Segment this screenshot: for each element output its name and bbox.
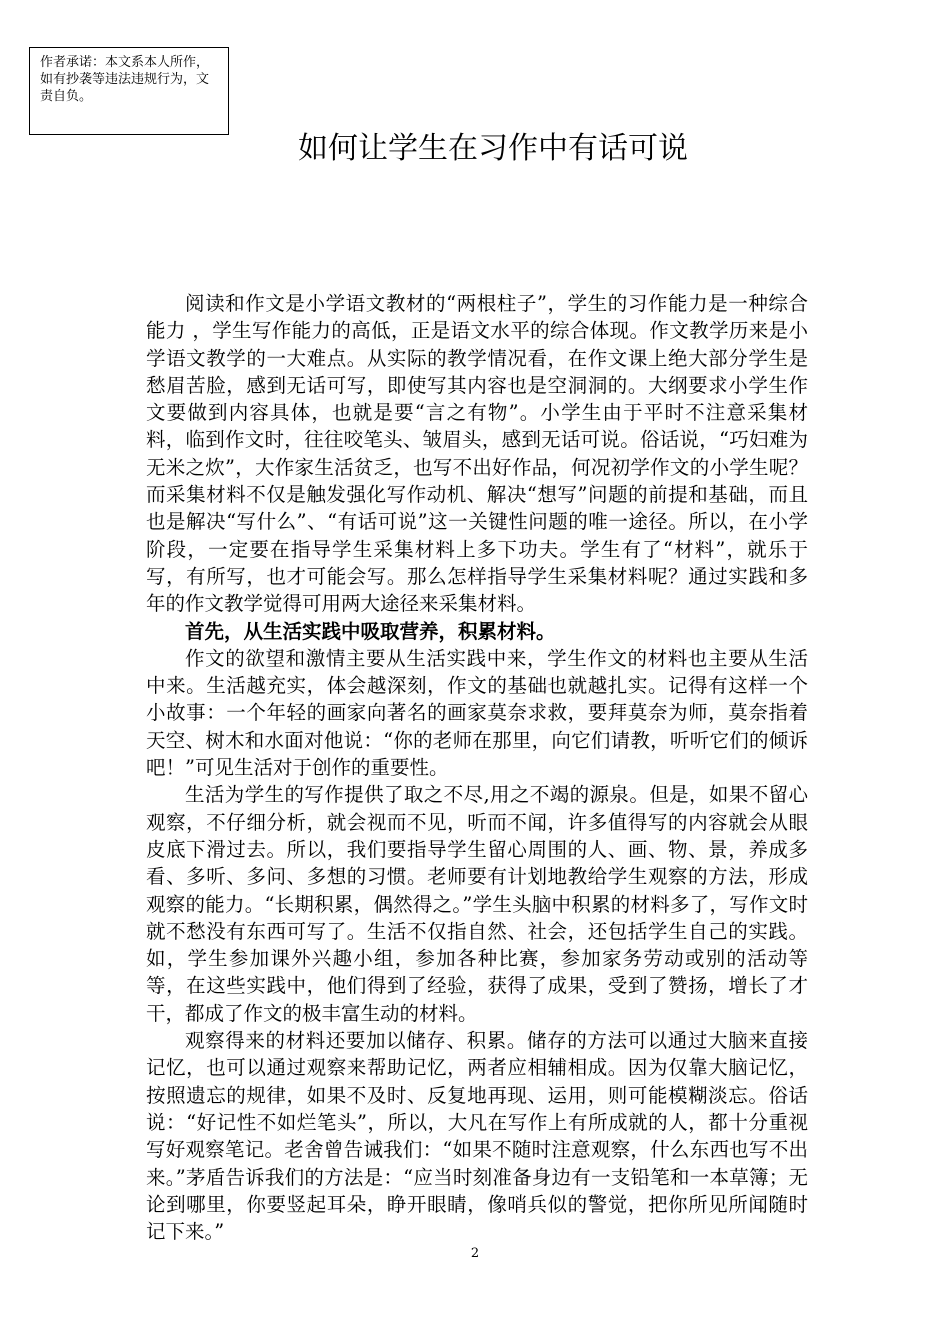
paragraph-observation: 生活为学生的写作提供了取之不尽,用之不竭的源泉。但是，如果不留心观察，不仔细分析，就会视而不见，听而不闻，许多值得写的内容就会从眼皮底下滑过去。所以，我们要指导学生留心周围的人、画、物、景，养成多看、多听、多问、多想的习惯。老师要有计划地教给学生观察的方法，形成观察的能力。“长期积累，偶然得之。”学生头脑中积累的材料多了，写作文时就不愁没有东西可写了。生活不仅指自然、社会，还包括学生自己的实践。如，学生参加课外兴趣小组，参加各种比赛，参加家务劳动或别的活动等等，在这些实践中，他们得到了经验，获得了成果，受到了赞扬，增长了才干，都成了作文的极丰富生动的材料。 bbox=[146, 783, 808, 1025]
paragraph-life-practice: 作文的欲望和激情主要从生活实践中来，学生作文的材料也主要从生活中来。生活越充实，体会越深刻，作文的基础也就越扎实。记得有这样一个小故事：一个年轻的画家向著名的画家莫奈求救，要拜莫奈为师，莫奈指着天空、树木和水面对他说：“你的老师在那里，向它们请教，听听它们的倾诉吧！”可见生活对于创作的重要性。 bbox=[146, 646, 808, 780]
page-number: 2 bbox=[470, 1246, 480, 1261]
paragraph-accumulation: 观察得来的材料还要加以储存、积累。储存的方法可以通过大脑来直接记忆，也可以通过观察来帮助记忆，两者应相辅相成。因为仅靠大脑记忆，按照遗忘的规律，如果不及时、反复地再现、运用，则可能模糊淡忘。俗话说：“好记性不如烂笔头”，所以，大凡在写作上有所成就的人，都十分重视写好观察笔记。老舍曾告诫我们：“如果不随时注意观察，什么东西也写不出来。”茅盾告诉我们的方法是：“应当时刻准备身边有一支铅笔和一本草簿；无论到哪里，你要竖起耳朵，睁开眼睛，像哨兵似的警觉，把你所见所闻随时记下来。” bbox=[146, 1029, 808, 1244]
section-heading: 首先，从生活实践中吸取营养，积累材料。 bbox=[185, 619, 556, 643]
author-pledge-box bbox=[29, 47, 229, 135]
page-title: 如何让学生在习作中有话可说 bbox=[298, 131, 688, 166]
author-pledge-text: 作者承诺：本文系本人所作，如有抄袭等违法违规行为，文责自负。 bbox=[40, 55, 210, 104]
paragraph-intro: 阅读和作文是小学语文教材的“两根柱子”，学生的习作能力是一种综合能力 ，学生写作能力的高低，正是语文水平的综合体现。作文教学历来是小学语文教学的一大难点。从实际的教学情况看，在作文课上绝大部分学生是愁眉苦脸，感到无话可写，即使写其内容也是空洞洞的。大纲要求小学生作文要做到内容具体，也就是要“言之有物”。小学生由于平时不注意采集材料，临到作文时，往往咬笔头、皱眉头，感到无话可说。俗话说，“巧妇难为无米之炊”，大作家生活贫乏，也写不出好作品，何况初学作文的小学生呢？而采集材料不仅是触发强化写作动机、解决“想写”问题的前提和基础，而且也是解决“写什么”、“有话可说”这一关键性问题的唯一途径。所以，在小学阶段，一定要在指导学生采集材料上多下功夫。学生有了“材料”，就乐于写，有所写，也才可能会写。那么怎样指导学生采集材料呢？通过实践和多年的作文教学觉得可用两大途径来采集材料。 bbox=[146, 292, 808, 616]
article-body bbox=[146, 290, 808, 1245]
